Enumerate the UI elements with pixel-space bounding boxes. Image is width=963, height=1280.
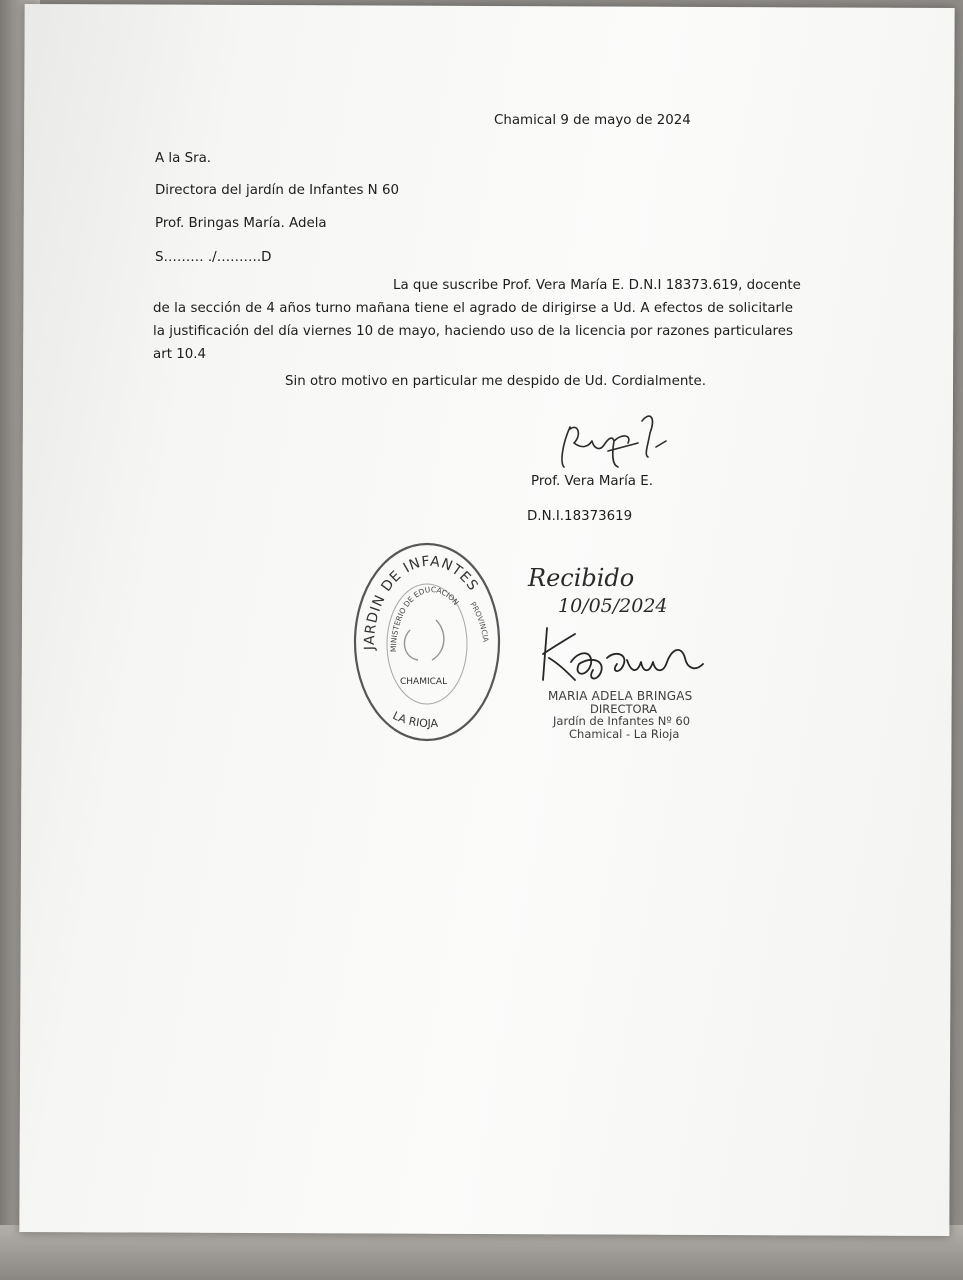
stamp-location: Chamical - La Rioja — [569, 727, 680, 741]
body-line: de la sección de 4 años turno mañana tiene el agrado de dirigirse a Ud. A efectos de solicitarle — [153, 301, 793, 316]
body-line: La que suscribe Prof. Vera María E. D.N.I 18373.619, docente — [393, 278, 801, 293]
seal-arc-right: PROVINCIA — [468, 600, 491, 643]
handwritten-received: Recibido — [528, 564, 635, 592]
recipient-position: Directora del jardín de Infantes N 60 — [155, 183, 399, 198]
stamp-name: MARIA ADELA BRINGAS — [548, 689, 693, 703]
stamp-school: Jardín de Infantes Nº 60 — [553, 714, 691, 728]
body-line: art 10.4 — [153, 347, 207, 362]
sender-name: Prof. Vera María E. — [531, 474, 653, 489]
seal-arc-top: JARDIN DE INFANTES — [361, 553, 482, 651]
closing-line: Sin otro motivo en particular me despido de Ud. Cordialmente. — [285, 374, 707, 389]
stamp-title: DIRECTORA — [590, 702, 658, 716]
recipient-formula: S……… ./……….D — [155, 250, 272, 265]
handwritten-date: 10/05/2024 — [558, 595, 668, 617]
seal-arc-inner: MINISTERIO DE EDUCACION — [388, 584, 461, 653]
svg-text:LA RIOJA — [391, 709, 439, 730]
sender-signature — [552, 405, 682, 477]
seal-center: CHAMICAL — [400, 677, 448, 687]
body-line: la justificación del día viernes 10 de mayo, haciendo uso de la licencia por razones particulares — [153, 324, 793, 339]
recipient-salutation: A la Sra. — [155, 151, 212, 166]
sender-dni: D.N.I.18373619 — [527, 509, 633, 524]
institution-seal — [352, 540, 502, 745]
director-signature — [535, 620, 715, 692]
letter-body — [153, 274, 801, 366]
place-date: Chamical 9 de mayo de 2024 — [494, 113, 691, 128]
svg-text:MINISTERIO DE EDUCACION — [389, 585, 461, 652]
recipient-name: Prof. Bringas María. Adela — [155, 216, 327, 231]
svg-text:PROVINCIA — [468, 600, 490, 643]
seal-bottom: LA RIOJA — [390, 709, 439, 731]
